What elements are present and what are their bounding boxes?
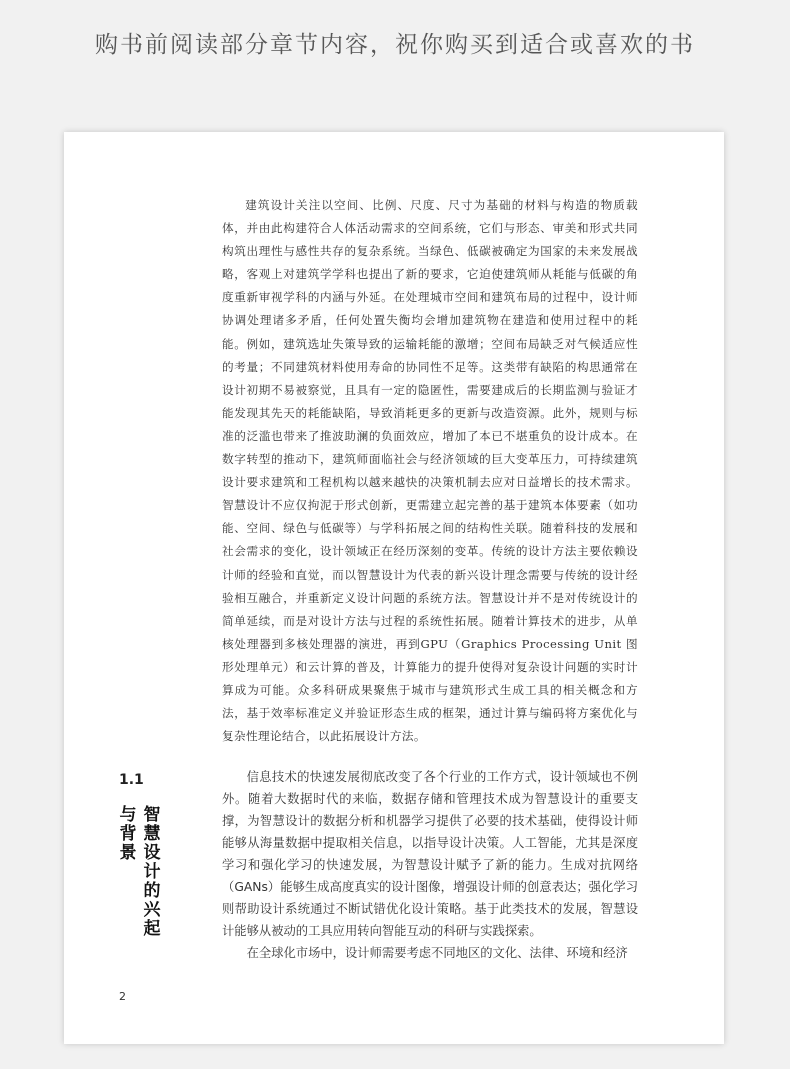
body-paragraph-1: 信息技术的快速发展彻底改变了各个行业的工作方式，设计领域也不例外。随着大数据时代的来临，数据存储和管理技术成为智慧设计的重要支撑，为智慧设计的数据分析和机器学习提供了必要的技术基础，使得设计师能够从海量数据中提取相关信息，以指导设计决策。人工智能，尤其是深度学习和强化学习的快速发展，为智慧设计赋予了新的能力。生成对抗网络（GANs）能够生成高度真实的设计图像，增强设计师的创意表达；强化学习则帮助设计系统通过不断试错优化设计策略。基于此类技术的发展，智慧设计能够从被动的工具应用转向智能互动的科研与实践探索。: [222, 770, 638, 938]
body-paragraph-2: 在全球化市场中，设计师需要考虑不同地区的文化、法律、环境和经济: [246, 946, 628, 960]
section-body: [222, 766, 638, 964]
section-title-line-2: 与背景: [119, 805, 137, 863]
section-number: 1.1: [119, 772, 144, 788]
page-number: 2: [119, 990, 126, 1003]
book-page: [64, 132, 724, 1044]
section-title-line-1: 智慧设计的兴起: [143, 805, 161, 939]
intro-paragraph: 建筑设计关注以空间、比例、尺度、尺寸为基础的材料与构造的物质载体，并由此构建符合人体活动需求的空间系统，它们与形态、审美和形式共同构筑出理性与感性共存的复杂系统。当绿色、低碳被确定为国家的未来发展战略，客观上对建筑学学科也提出了新的要求，它迫使建筑师从耗能与低碳的角度重新审视学科的内涵与外延。在处理城市空间和建筑布局的过程中，设计师协调处理诸多矛盾，任何处置失衡均会增加建筑物在建造和使用过程中的耗能。例如，建筑选址失策导致的运输耗能的激增；空间布局缺乏对气候适应性的考量；不同建筑材料使用寿命的协同性不足等。这类带有缺陷的构思通常在设计初期不易被察觉，且具有一定的隐匿性，需要建成后的长期监测与验证才能发现其先天的耗能缺陷，导致消耗更多的更新与改造资源。此外，规则与标准的泛滥也带来了推波助澜的负面效应，增加了本已不堪重负的设计成本。在数字转型的推动下，建筑师面临社会与经济领域的巨大变革压力，可持续建筑设计要求建筑和工程机构以越来越快的决策机制去应对日益增长的技术需求。智慧设计不应仅拘泥于形式创新，更需建立起完善的基于建筑本体要素（如功能、空间、绿色与低碳等）与学科拓展之间的结构性关联。随着科技的发展和社会需求的变化，设计领域正在经历深刻的变革。传统的设计方法主要依赖设计师的经验和直觉，而以智慧设计为代表的新兴设计理念需要与传统的设计经验相互融合，并重新定义设计问题的系统方法。智慧设计并不是对传统设计的简单延续，而是对设计方法与过程的系统性拓展。随着计算技术的进步，从单核处理器到多核处理器的演进，再到GPU（Graphics Processing Unit 图形处理单元）和云计算的普及，计算能力的提升使得对复杂设计问题的实时计算成为可能。众多科研成果聚焦于城市与建筑形式生成工具的相关概念和方法，基于效率标准定义并验证形态生成的框架，通过计算与编码将方案优化与复杂性理论结合，以此拓展设计方法。: [222, 198, 638, 744]
promo-banner: 购书前阅读部分章节内容，祝你购买到适合或喜欢的书: [95, 31, 695, 58]
